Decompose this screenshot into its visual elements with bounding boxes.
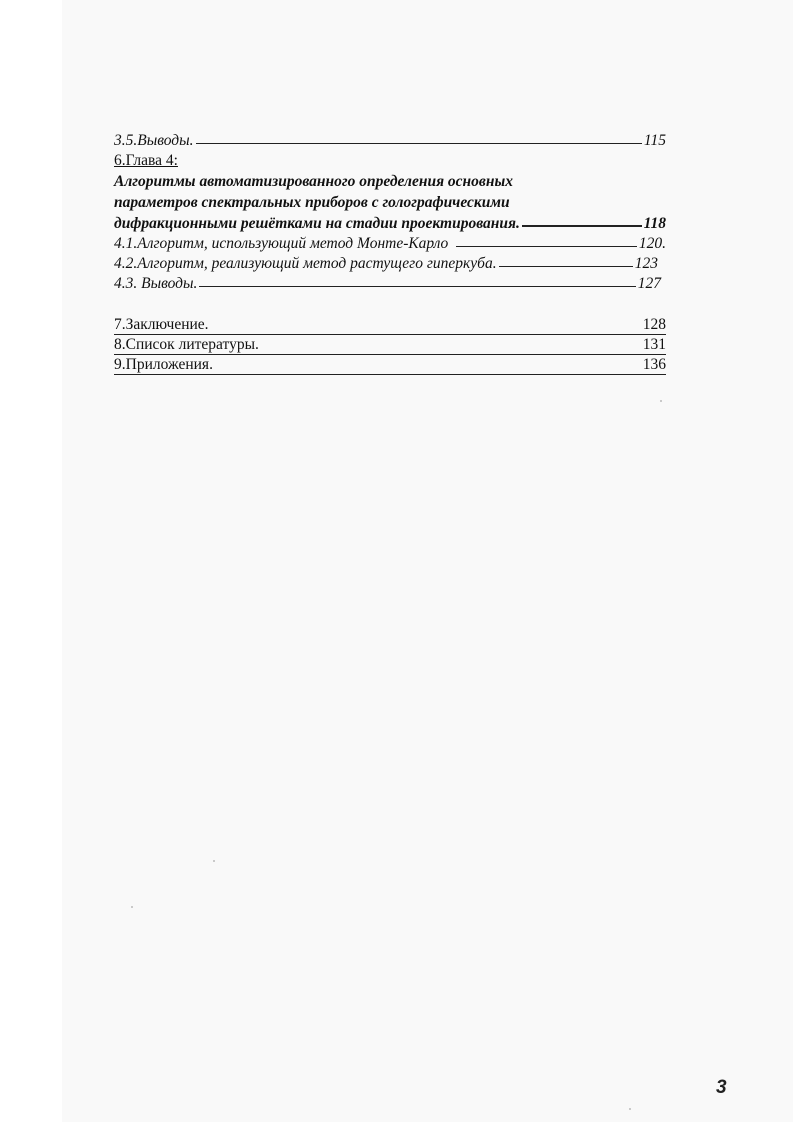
toc-entry-label: 9.Приложения.	[114, 356, 213, 373]
toc-entry-page: 131	[642, 336, 666, 353]
chapter-heading-6: 6.Глава 4:	[114, 152, 178, 169]
toc-entry-4-1	[114, 234, 666, 254]
toc-entry-page: 118	[643, 215, 666, 232]
toc-entry-page: 120.	[638, 235, 666, 252]
leader-line	[196, 143, 642, 144]
toc-entry-3-5	[114, 131, 666, 151]
toc-entry-label: 7.Заключение.	[114, 316, 209, 333]
leader-line	[499, 266, 633, 267]
toc-entry-label: 3.5.Выводы.	[114, 132, 194, 149]
scan-speck	[629, 1108, 631, 1110]
scan-speck	[131, 906, 133, 908]
leader-line	[522, 225, 642, 227]
page-number: 3	[716, 1077, 727, 1098]
toc-entry-label: 8.Список литературы.	[114, 336, 259, 353]
toc-entry-page: 123	[634, 255, 658, 272]
spacer	[114, 294, 666, 315]
toc-entry-page: 115	[643, 132, 666, 149]
toc-entry-9	[114, 355, 666, 375]
toc-entry-4-3	[114, 274, 661, 294]
toc-entry-label: дифракционными решётками на стадии проектирования.	[114, 215, 520, 232]
table-of-contents	[114, 131, 666, 375]
toc-entry-page: 128	[642, 316, 666, 333]
toc-entry-label: 4.2.Алгоритм, реализующий метод растущего гиперкуба.	[114, 255, 497, 272]
leader-line	[199, 286, 635, 287]
toc-entry-8	[114, 335, 666, 355]
leader-line	[456, 246, 637, 247]
scan-speck	[213, 860, 215, 862]
toc-entry-7	[114, 315, 666, 335]
toc-entry-label: 4.1.Алгоритм, использующий метод Монте-Карло	[114, 235, 449, 252]
scan-speck	[660, 400, 662, 402]
toc-entry-4-2	[114, 254, 658, 274]
toc-entry-page: 136	[642, 356, 666, 373]
chapter-title-line: параметров спектральных приборов с голографическими	[114, 194, 510, 211]
chapter-title-line: Алгоритмы автоматизированного определения основных	[114, 173, 513, 190]
toc-entry-label: 4.3. Выводы.	[114, 275, 198, 292]
toc-entry-page: 127	[637, 275, 661, 292]
chapter-title-last-line	[114, 213, 666, 234]
